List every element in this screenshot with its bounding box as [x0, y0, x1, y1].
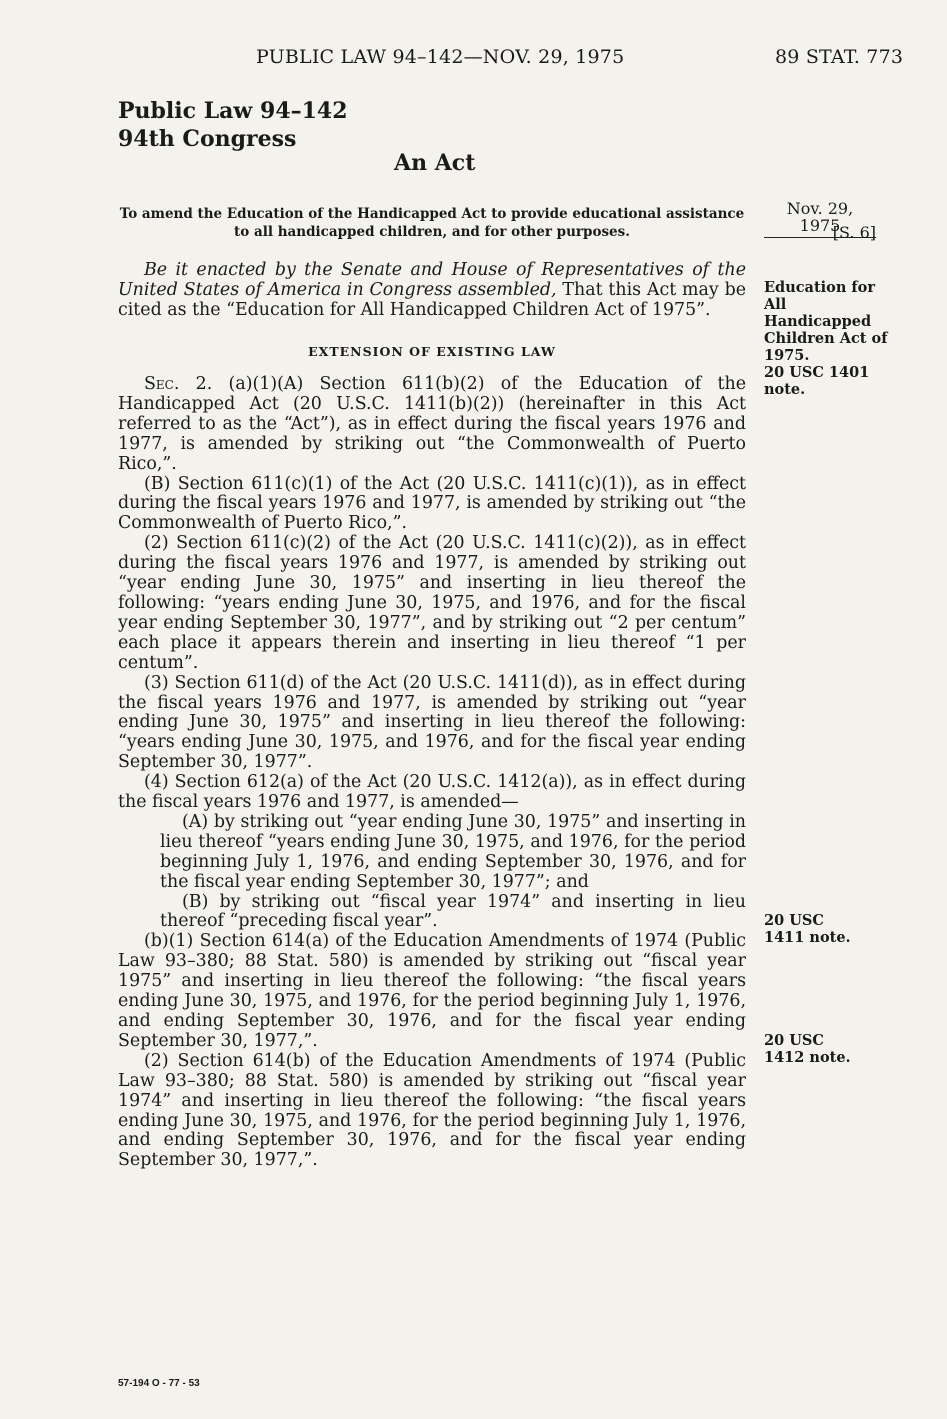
- margin-date: Nov. 29, 1975: [764, 200, 876, 238]
- short-title-note: Education for All Handicapped Children Act of 1975.: [764, 279, 888, 364]
- section-2-body: [118, 375, 746, 1171]
- subparagraph-A: (A) by striking out “year ending June 30, 1975” and inserting in lieu thereof “years ending June 30, 1975, and 1976, for the period beginning July 1, 1976, and ending September 30, 1976, and for the fiscal year ending September 30, 1977”; and: [160, 811, 746, 892]
- margin-short-title-note: [764, 279, 894, 398]
- paragraph-a3: (3) Section 611(d) of the Act (20 U.S.C. 1411(d)), as in effect during the fiscal years 1976 and 1977, is amended by striking out “year ending June 30, 1975” and inserting in lieu thereof the following: “years ending June 30, 1975, and 1976, and for the fiscal year ending September 30, 1977”.: [118, 672, 746, 773]
- public-law-number: Public Law 94–142: [118, 98, 348, 124]
- act-heading: An Act: [394, 150, 476, 176]
- paragraph-b1: (b)(1) Section 614(a) of the Education Amendments of 1974 (Public Law 93–380; 88 Stat. 580) is amended by striking out “fiscal year 1975” and inserting in lieu thereof the following: “the fiscal years ending June 30, 1975, and 1976, for the period beginning July 1, 1976, and ending September 30, 1976, and for the fiscal year ending September 30, 1977,”.: [118, 931, 746, 1051]
- law-identification: [118, 97, 348, 153]
- act-purpose: To amend the Education of the Handicapped Act to provide educational assistance to all handicapped children, and for other purposes.: [119, 206, 745, 240]
- margin-usc-1412-note: 20 USC 1412 note.: [764, 1032, 851, 1066]
- margin-usc-1411-note: 20 USC 1411 note.: [764, 912, 851, 946]
- short-title-text: That this Act may be cited as the “Education for All Handicapped Children Act of 1975”.: [118, 279, 746, 320]
- statute-page-number: 89 STAT. 773: [775, 46, 904, 68]
- running-header-title: PUBLIC LAW 94–142—NOV. 29, 1975: [256, 46, 625, 68]
- enacting-clause: [118, 261, 746, 321]
- paragraph-a1B: (B) Section 611(c)(1) of the Act (20 U.S.C. 1411(c)(1)), as in effect during the fiscal years 1976 and 1977, is amended by striking out “the Commonwealth of Puerto Rico,”.: [118, 473, 746, 534]
- margin-bill-number: [S. 6]: [832, 223, 876, 242]
- print-job-code: 57-194 O - 77 - 53: [118, 1378, 200, 1389]
- paragraph-text: (a)(1)(A) Section 611(b)(2) of the Education of the Handicapped Act (20 U.S.C. 1411(b)(2)) (hereinafter in this Act referred to as the “Act”), as in effect during the fiscal years 1976 and 1977, is amended by striking out “the Commonwealth of Puerto Rico,”.: [118, 374, 747, 474]
- subparagraph-B: (B) by striking out “fiscal year 1974” and inserting in lieu thereof “preceding fiscal year”.: [160, 891, 746, 932]
- section-label: Sec. 2.: [144, 374, 213, 394]
- enacting-formula: Be it enacted by the Senate and House of Representatives of the United States of America in Congress assembled,: [118, 260, 746, 300]
- usc-1401-note: 20 USC 1401 note.: [764, 364, 870, 398]
- paragraph-a2: (2) Section 611(c)(2) of the Act (20 U.S.C. 1411(c)(2)), as in effect during the fiscal years 1976 and 1977, is amended by striking out “year ending June 30, 1975” and inserting in lieu thereof the following: “years ending June 30, 1975, and 1976, and for the fiscal year ending September 30, 1977”, and by striking out “2 per centum” each place it appears therein and inserting in lieu thereof “1 per centum”.: [118, 533, 746, 673]
- enacting-paragraph: [118, 261, 746, 321]
- paragraph-b2: (2) Section 614(b) of the Education Amendments of 1974 (Public Law 93–380; 88 Stat. 580) is amended by striking out “fiscal year 1974” and inserting in lieu thereof the following: “the fiscal years ending June 30, 1975, and 1976, for the period beginning July 1, 1976, and ending September 30, 1976, and for the fiscal year ending September 30, 1977,”.: [118, 1050, 746, 1171]
- paragraph-a4: (4) Section 612(a) of the Act (20 U.S.C. 1412(a)), as in effect during the fiscal years 1976 and 1977, is amended—: [118, 772, 746, 813]
- paragraph-a1A: [118, 375, 746, 475]
- section-heading: EXTENSION OF EXISTING LAW: [308, 344, 556, 359]
- congress-number: 94th Congress: [118, 126, 297, 152]
